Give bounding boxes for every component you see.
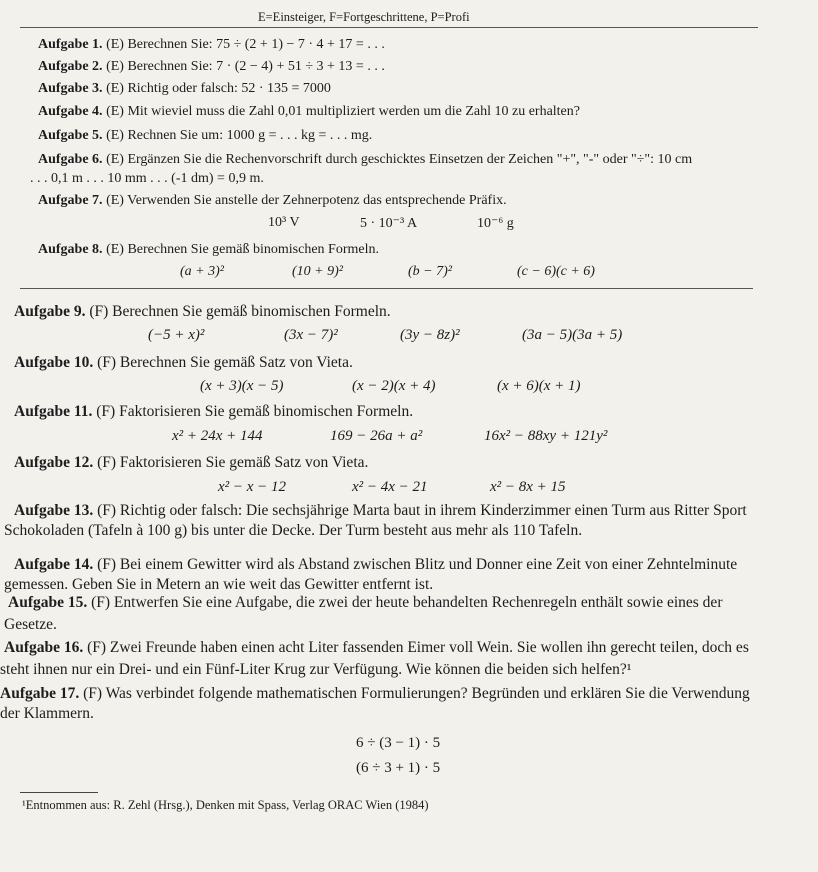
task-17-text: (F) Was verbindet folgende mathematischen Formulierungen? Begründen und erklären Sie die Verwendung	[83, 685, 750, 702]
task-7-formula-1: 10³ V	[268, 215, 300, 230]
task-12-text: (F) Faktorisieren Sie gemäß Satz von Vieta.	[97, 454, 369, 471]
task-8-formula-2: (10 + 9)²	[292, 264, 343, 279]
task-3-text: (E) Richtig oder falsch: 52 · 135 = 7000	[106, 81, 331, 96]
task-5	[38, 127, 372, 145]
task-17-continued: der Klammern.	[0, 705, 94, 722]
task-17-formula-2: (6 ÷ 3 + 1) · 5	[356, 760, 441, 776]
task-9-formula-1: (−5 + x)²	[148, 327, 205, 343]
task-8-formula-3: (b − 7)²	[408, 264, 452, 279]
task-10-text: (F) Berechnen Sie gemäß Satz von Vieta.	[97, 354, 353, 371]
task-11-formula-2: 169 − 26a + a²	[330, 428, 423, 444]
task-6-text: (E) Ergänzen Sie die Rechenvorschrift durch geschicktes Einsetzen der Zeichen "+", "-" oder "÷": 10 cm	[106, 152, 693, 167]
task-10-formula-2: (x − 2)(x + 4)	[352, 378, 436, 394]
task-6	[38, 151, 692, 169]
task-8	[38, 241, 379, 259]
task-16-continued: steht ihnen nur ein Drei- und ein Fünf-Liter Krug zur Verfügung. Wie können die beiden sich helfen?¹	[0, 661, 632, 678]
task-11-formula-1: x² + 24x + 144	[172, 428, 263, 444]
task-7-label: Aufgabe 7.	[38, 193, 103, 208]
task-10-formula-1: (x + 3)(x − 5)	[200, 378, 284, 394]
task-13-continued: Schokoladen (Tafeln à 100 g) bis unter die Decke. Der Turm besteht aus mehr als 110 Tafeln.	[4, 522, 583, 539]
task-16-label: Aufgabe 16.	[4, 639, 84, 656]
task-8-formula-4: (c − 6)(c + 6)	[517, 264, 595, 279]
task-8-label: Aufgabe 8.	[38, 242, 103, 257]
footnote-rule	[20, 792, 98, 793]
task-14-label: Aufgabe 14.	[14, 556, 94, 573]
task-1	[38, 36, 385, 54]
task-8-text: (E) Berechnen Sie gemäß binomischen Formeln.	[106, 242, 379, 257]
task-14-text: (F) Bei einem Gewitter wird als Abstand zwischen Blitz und Donner eine Zeit von einer Zehntelminute	[97, 556, 738, 573]
task-5-text: (E) Rechnen Sie um: 1000 g = . . . kg = . . . mg.	[106, 128, 373, 143]
task-10-formula-3: (x + 6)(x + 1)	[497, 378, 581, 394]
task-13	[14, 501, 747, 521]
legend-header: E=Einsteiger, F=Fortgeschrittene, P=Profi	[258, 10, 470, 24]
task-5-label: Aufgabe 5.	[38, 128, 103, 143]
task-9-formula-2: (3x − 7)²	[284, 327, 338, 343]
task-9-label: Aufgabe 9.	[14, 303, 86, 320]
task-11	[14, 402, 413, 422]
task-9-formula-4: (3a − 5)(3a + 5)	[522, 327, 623, 343]
task-15-label: Aufgabe 15.	[8, 594, 88, 611]
task-14	[14, 555, 737, 575]
task-2-label: Aufgabe 2.	[38, 59, 103, 74]
task-10-label: Aufgabe 10.	[14, 354, 94, 371]
task-12-label: Aufgabe 12.	[14, 454, 94, 471]
task-7-text: (E) Verwenden Sie anstelle der Zehnerpotenz das entsprechende Präfix.	[106, 193, 507, 208]
task-3-label: Aufgabe 3.	[38, 81, 103, 96]
task-9-text: (F) Berechnen Sie gemäß binomischen Formeln.	[89, 303, 391, 320]
task-12	[14, 453, 368, 473]
task-12-formula-1: x² − x − 12	[218, 479, 287, 495]
task-6-label: Aufgabe 6.	[38, 152, 103, 167]
task-15	[8, 593, 722, 613]
task-13-label: Aufgabe 13.	[14, 502, 94, 519]
task-7-formula-2: 5 · 10⁻³ A	[360, 216, 418, 231]
footnote: ¹Entnommen aus: R. Zehl (Hrsg.), Denken mit Spass, Verlag ORAC Wien (1984)	[22, 798, 429, 812]
section-rule	[20, 288, 753, 289]
task-16-text: (F) Zwei Freunde haben einen acht Liter fassenden Eimer voll Wein. Sie wollen ihn gerecht teilen, doch es	[87, 639, 749, 656]
task-7	[38, 192, 507, 210]
task-3	[38, 80, 331, 98]
task-12-formula-2: x² − 4x − 21	[352, 479, 428, 495]
task-6-continued: . . . 0,1 m . . . 10 mm . . . (-1 dm) = 0,9 m.	[30, 171, 264, 186]
task-4-label: Aufgabe 4.	[38, 104, 103, 119]
task-8-formula-1: (a + 3)²	[180, 264, 224, 279]
task-11-formula-3: 16x² − 88xy + 121y²	[484, 428, 608, 444]
task-2-text: (E) Berechnen Sie: 7 · (2 − 4) + 51 ÷ 3 + 13 = . . .	[106, 59, 385, 74]
task-9-formula-3: (3y − 8z)²	[400, 327, 460, 343]
task-15-text: (F) Entwerfen Sie eine Aufgabe, die zwei der heute behandelten Rechenregeln enthält sowie eines der	[91, 594, 723, 611]
task-10	[14, 353, 353, 373]
task-16	[4, 638, 749, 658]
task-2	[38, 58, 385, 76]
task-9	[14, 302, 391, 322]
task-1-label: Aufgabe 1.	[38, 37, 103, 52]
task-7-formula-3: 10⁻⁶ g	[477, 216, 514, 231]
task-15-continued: Gesetze.	[4, 616, 57, 633]
task-14-continued: gemessen. Geben Sie in Metern an wie weit das Gewitter entfernt ist.	[4, 576, 434, 593]
task-12-formula-3: x² − 8x + 15	[490, 479, 566, 495]
task-17-formula-1: 6 ÷ (3 − 1) · 5	[356, 735, 441, 751]
task-17	[0, 684, 750, 704]
task-11-text: (F) Faktorisieren Sie gemäß binomischen Formeln.	[96, 403, 414, 420]
task-17-label: Aufgabe 17.	[0, 685, 80, 702]
task-4-text: (E) Mit wieviel muss die Zahl 0,01 multipliziert werden um die Zahl 10 zu erhalten?	[106, 104, 580, 119]
task-1-text: (E) Berechnen Sie: 75 ÷ (2 + 1) − 7 · 4 + 17 = . . .	[106, 37, 385, 52]
task-11-label: Aufgabe 11.	[14, 403, 93, 420]
task-13-text: (F) Richtig oder falsch: Die sechsjährige Marta baut in ihrem Kinderzimmer einen Turm aus Ritter Sport	[97, 502, 747, 519]
task-4	[38, 103, 580, 121]
header-rule	[20, 27, 758, 28]
